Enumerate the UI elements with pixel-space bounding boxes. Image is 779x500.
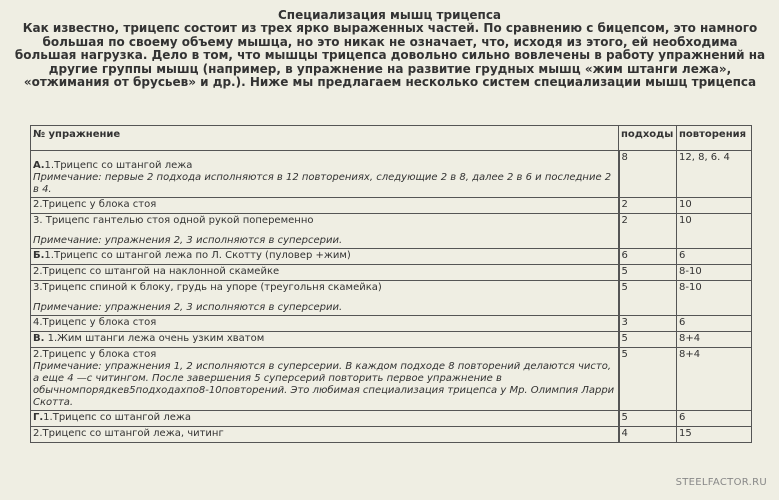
exercise-name: 2.Трицепс со штангой на наклонной скамейке — [33, 266, 280, 277]
table-row — [31, 427, 752, 443]
sets-cell: 8 — [619, 151, 677, 198]
exercise-note: Примечание: первые 2 подхода исполняются в 12 повторениях, следующие 2 в 8, далее 2 в 6 и последние 2 в 4. — [33, 172, 612, 195]
sets-cell: 5 — [619, 348, 677, 411]
sets-cell: 2 — [619, 198, 677, 214]
exercise-name: 1.Трицепс со штангой лежа по Л. Скотту (пуловер +жим) — [44, 250, 351, 261]
sets-cell: 5 — [619, 411, 677, 427]
reps-cell: 6 — [677, 316, 752, 332]
table-row — [31, 411, 752, 427]
sets-cell: 3 — [619, 316, 677, 332]
exercise-cell — [31, 198, 619, 214]
header-exercise: № упражнение — [31, 126, 619, 151]
reps-cell: 8+4 — [677, 348, 752, 411]
exercise-cell — [31, 348, 619, 411]
exercise-name: 4.Трицепс у блока стоя — [33, 317, 157, 328]
sets-cell: 5 — [619, 332, 677, 348]
table-row — [31, 214, 752, 249]
reps-cell: 12, 8, 6. 4 — [677, 151, 752, 198]
exercise-note: Примечание: упражнения 2, 3 исполняются в суперсерии. — [33, 235, 343, 246]
exercise-name: 3.Трицепс спиной к блоку, грудь на упоре (треугольня скамейка) — [33, 282, 382, 293]
table-row — [31, 198, 752, 214]
intro-paragraph: Как известно, трицепс состоит из трех ярко выраженных частей. По сравнению с бицепсом, это намного большая по своему объему мышца, но это никак не означает, что, исходя из этого, ей необходима большая нагрузка. Дело в том, что мышцы трицепса довольно сильно вовлечены в работу упражнений на другие группы мышц (например, в упражнение на развитие грудных мышц «жим штанги лежа», «отжимания от брусьев» и др.). Ниже мы предлагаем несколько систем специализации мышц трицепса — [14, 21, 766, 90]
sets-cell: 2 — [619, 214, 677, 249]
table-row — [31, 281, 752, 316]
header-sets: подходы — [619, 126, 677, 151]
reps-cell: 6 — [677, 411, 752, 427]
exercise-cell — [31, 249, 619, 265]
table-row — [31, 265, 752, 281]
exercise-name: 2.Трицепс со штангой лежа, читинг — [33, 428, 224, 439]
reps-cell: 8+4 — [677, 332, 752, 348]
sets-cell: 5 — [619, 281, 677, 316]
table-row — [31, 348, 752, 411]
exercise-name: 2.Трицепс у блока стоя — [33, 349, 157, 360]
table-header-row — [31, 126, 752, 151]
exercise-cell — [31, 332, 619, 348]
sets-cell: 4 — [619, 427, 677, 443]
group-label: Г. — [33, 412, 44, 423]
exercise-name: 1.Жим штанги лежа очень узким хватом — [44, 333, 265, 344]
table-row — [31, 151, 752, 198]
exercise-cell — [31, 427, 619, 443]
exercise-cell — [31, 281, 619, 316]
reps-cell: 6 — [677, 249, 752, 265]
exercise-note: Примечание: упражнения 2, 3 исполняются в суперсерии. — [33, 302, 343, 313]
reps-cell: 10 — [677, 198, 752, 214]
exercise-name: 3. Трицепс гантелью стоя одной рукой попеременно — [33, 215, 314, 226]
exercise-name: 1.Трицепс со штангой лежа — [43, 412, 192, 423]
sets-cell: 5 — [619, 265, 677, 281]
exercise-cell — [31, 265, 619, 281]
site-watermark: STEELFACTOR.RU — [675, 477, 767, 488]
exercise-cell — [31, 316, 619, 332]
exercise-cell — [31, 411, 619, 427]
exercise-name: 2.Трицепс у блока стоя — [33, 199, 157, 210]
table-row — [31, 316, 752, 332]
sets-cell: 6 — [619, 249, 677, 265]
exercise-name: 1.Трицепс со штангой лежа — [44, 160, 193, 171]
reps-cell: 8-10 — [677, 281, 752, 316]
group-label: В. — [33, 333, 45, 344]
table-row — [31, 332, 752, 348]
page-title: Специализация мышц трицепса — [277, 8, 502, 22]
reps-cell: 15 — [677, 427, 752, 443]
reps-cell: 8-10 — [677, 265, 752, 281]
header-reps: повторения — [677, 126, 752, 151]
exercise-table — [30, 125, 752, 443]
table-row — [31, 249, 752, 265]
exercise-cell — [31, 151, 619, 198]
group-label: Б. — [33, 250, 45, 261]
exercise-note: Примечание: упражнения 1, 2 исполняются в суперсерии. В каждом подходе 8 повторений делаются чисто, а еще 4 —с читингом. После завершения 5 суперсерий повторить первое упражнение в обычномпорядкев5подходахпо8-10повторений. Это любимая специализация трицепса у Мр. Олимпия Ларри Скотта. — [33, 361, 615, 408]
exercise-cell — [31, 214, 619, 249]
group-label: А. — [33, 160, 45, 171]
reps-cell: 10 — [677, 214, 752, 249]
